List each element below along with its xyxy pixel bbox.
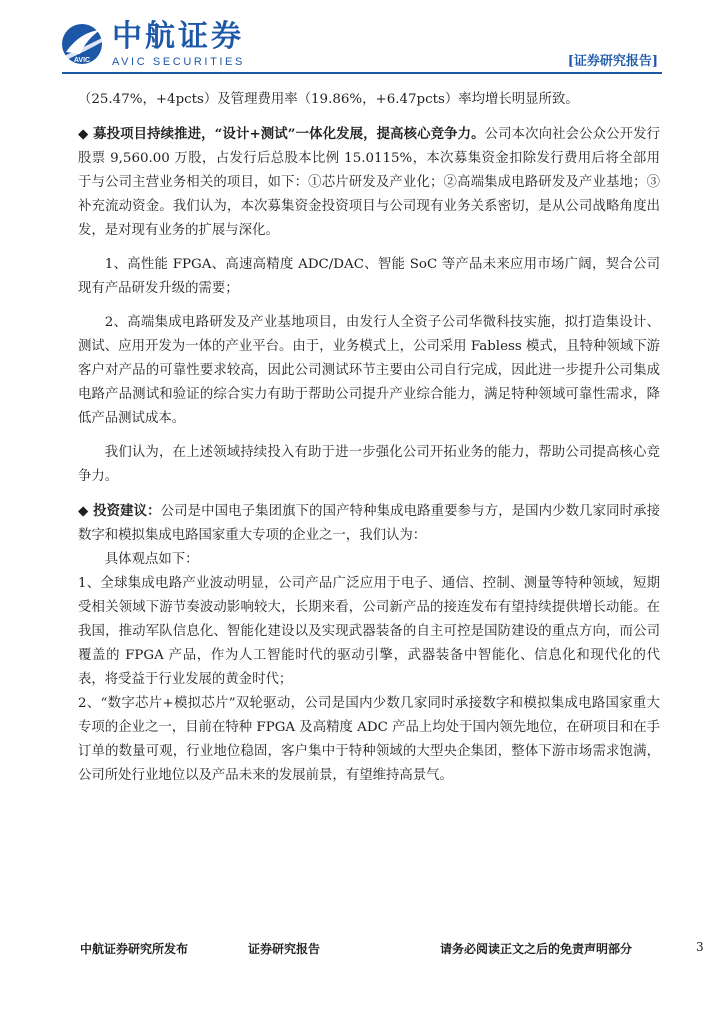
footer-disclaimer: 请务必阅读正文之后的免责声明部分 [440,942,633,956]
page-header [0,0,724,78]
page-number: 3 [696,940,704,954]
paragraph-point-2: 2、高端集成电路研发及产业基地项目，由发行人全资子公司华微科技实施，拟打造集设计、测试、应用开发为一体的产业平台。由于，业务模式上，公司采用 Fabless 模式，且特种领域下游客户对产品的可靠性要求较高，因此公司测试环节主要由公司自行完成，因此进一步提升公司集成电路产品测试和验证的综合实力有助于帮助公司提升产业综合能力，满足特种领域可靠性需求，降低产品测试成本。 [78,315,660,426]
paragraph-point-1: 1、高性能 FPGA、高速高精度 ADC/DAC、智能 SoC 等产品未来应用市场广阔，契合公司现有产品研发升级的需要； [78,257,660,296]
logo-badge-text: AVIC [73,57,91,64]
footer-report-type: 证券研究报告 [248,942,321,956]
paragraph-view-2: 2、“数字芯片+模拟芯片”双轮驱动，公司是国内少数几家同时承接数字和模拟集成电路国家重大专项的企业之一，目前在特种 FPGA 及高精度 ADC 产品上均处于国内领先地位，在研项目和在手订单的数量可观，行业地位稳固，客户集中于特种领域的大型央企集团，整体下游市场需求饱满，公司所处行业地位以及产品未来的发展前景，有望维持高景气。 [78,696,660,783]
paragraph-fundraising [78,122,660,243]
footer-publisher: 中航证券研究所发布 [80,942,189,956]
report-body [78,88,660,788]
investment-advice-heading: ◆ 投资建议： [78,503,161,519]
paragraph-views-intro: 具体观点如下： [104,552,199,567]
logo-chinese-name: 中航证券 [112,19,244,54]
paragraph-cost-ratio: （25.47%，+4pcts）及管理费用率（19.86%，+6.47pcts）率均增长明显所致。 [78,92,579,107]
report-type-tag: [证券研究报告] [567,54,658,69]
paragraph-conclusion: 我们认为，在上述领域持续投入有助于进一步强化公司开拓业务的能力，帮助公司提高核心竞争力。 [78,445,660,484]
paragraph-fundraising-text: 公司本次向社会公众公开发行股票 9,560.00 万股，占发行后总股本比例 15.0115%，本次募集资金扣除发行费用后将全部用于与公司主营业务相关的项目，如下：①芯片研发及产业化；②高端集成电路研发及产业基地；③补充流动资金。我们认为，本次募集资金投资项目与公司现有业务关系密切，是从公司战略角度出发，是对现有业务的扩展与深化。 [78,127,660,238]
investment-advice-text: 公司是中国电子集团旗下的国产特种集成电路重要参与方，是国内少数几家同时承接数字和模拟集成电路国家重大专项的企业之一，我们认为： [78,504,660,543]
logo-english-name: AVIC SECURITIES [112,56,245,68]
paragraph-view-1: 1、全球集成电路产业波动明显，公司产品广泛应用于电子、通信、控制、测量等特种领域，短期受相关领域下游节奏波动影响较大，长期来看，公司新产品的接连发布有望持续提供增长动能。在我国，推动军队信息化、智能化建设以及实现武器装备的自主可控是国防建设的重点方向，而公司覆盖的 FPGA 产品，作为人工智能时代的驱动引擎，武器装备中智能化、信息化和现代化的代表，将受益于行业发展的黄金时代； [78,576,660,687]
paragraph-investment-advice [78,499,660,548]
page-footer [0,930,724,970]
avic-logo-icon [60,22,104,66]
header-divider [62,72,662,74]
paragraph-fundraising-heading: ◆ 募投项目持续推进，“设计+测试”一体化发展，提高核心竞争力。 [78,126,485,142]
